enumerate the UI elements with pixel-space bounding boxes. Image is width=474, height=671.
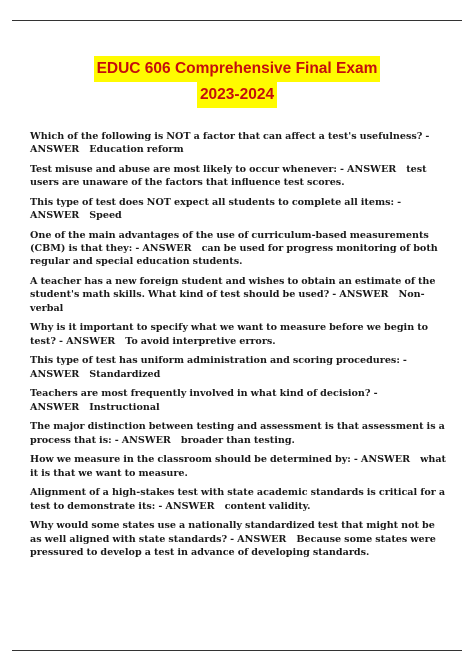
answer-tag: - ANSWER xyxy=(30,131,430,156)
question-text: How we measure in the classroom should be determined by: xyxy=(30,454,351,466)
question-text: Why would some states use a nationally standardized test that might not be as well aligned with state standards? xyxy=(30,520,435,545)
qa-item xyxy=(30,387,446,413)
answer-text: To avoid interpretive errors. xyxy=(125,335,276,347)
qa-item xyxy=(30,229,446,269)
qa-item xyxy=(30,275,446,315)
answer-tag: - ANSWER xyxy=(30,197,402,222)
answer-text: Education reform xyxy=(89,144,184,156)
answer-tag: - ANSWER xyxy=(158,500,215,512)
qa-item xyxy=(30,321,446,347)
answer-tag: - ANSWER xyxy=(30,388,378,413)
answer-tag: - ANSWER xyxy=(30,355,407,380)
question-text: Alignment of a high-stakes test with state academic standards is critical for a test to demonstrate its: xyxy=(30,487,446,512)
answer-text: content validity. xyxy=(224,500,311,512)
answer-text: Standardized xyxy=(89,368,161,380)
answer-text: Because some states were pressured to develop a test in advance of developing standards. xyxy=(30,533,436,558)
qa-item xyxy=(30,486,446,512)
question-text: Why is it important to specify what we want to measure before we begin to test? xyxy=(30,322,429,347)
bottom-rule xyxy=(12,650,462,651)
answer-text: broader than testing. xyxy=(180,434,295,446)
question-text: Teachers are most frequently involved in what kind of decision? xyxy=(30,388,371,400)
question-text: This type of test has uniform administration and scoring procedures: xyxy=(30,355,400,367)
qa-item xyxy=(30,519,446,559)
answer-text: Instructional xyxy=(89,401,160,413)
answer-tag: - ANSWER xyxy=(332,289,389,301)
qa-item xyxy=(30,354,446,380)
title-line-1: EDUC 606 Comprehensive Final Exam xyxy=(94,56,381,82)
question-text: Which of the following is NOT a factor that can affect a test's usefulness? xyxy=(30,131,423,142)
answer-tag: - ANSWER xyxy=(353,454,411,466)
answer-text: Speed xyxy=(89,210,122,222)
answer-text: Non-verbal xyxy=(30,289,425,314)
answer-text: what it is that we want to measure. xyxy=(30,454,446,479)
qa-item xyxy=(30,163,446,189)
qa-item xyxy=(30,453,446,479)
question-text: Test misuse and abuse are most likely to occur whenever: xyxy=(30,164,337,175)
question-text: The major distinction between testing and assessment is that assessment is a process that is: xyxy=(30,421,445,446)
top-rule xyxy=(12,20,462,21)
document-title xyxy=(0,56,474,108)
question-text: One of the main advantages of the use of curriculum-based measurements (CBM) is that they: xyxy=(30,230,429,255)
qa-item xyxy=(30,420,446,446)
question-text: A teacher has a new foreign student and wishes to obtain an estimate of the student's math skills. What kind of test should be used? xyxy=(30,276,436,301)
answer-tag: - ANSWER xyxy=(230,533,287,545)
answer-text: can be used for progress monitoring of both regular and special education students. xyxy=(30,243,438,268)
qa-item xyxy=(30,196,446,222)
question-list xyxy=(30,130,446,566)
qa-item xyxy=(30,130,446,156)
answer-tag: - ANSWER xyxy=(340,164,397,175)
answer-tag: - ANSWER xyxy=(135,243,192,255)
question-text: This type of test does NOT expect all students to complete all items: xyxy=(30,197,395,208)
answer-text: test users are unaware of the factors that influence test scores. xyxy=(30,164,427,189)
answer-tag: - ANSWER xyxy=(59,335,116,347)
title-line-2: 2023-2024 xyxy=(197,82,277,108)
answer-tag: - ANSWER xyxy=(114,434,171,446)
